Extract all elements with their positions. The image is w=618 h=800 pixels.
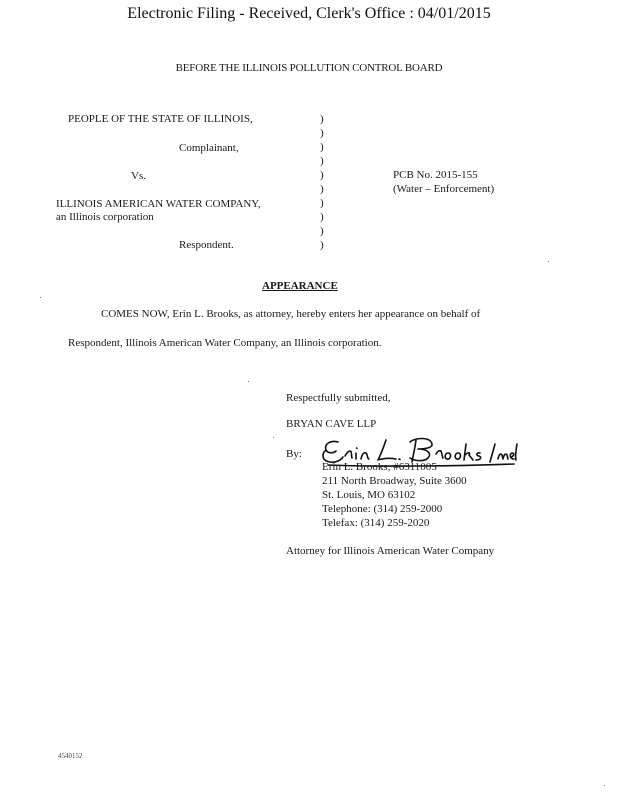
case-type: (Water – Enforcement) <box>393 183 495 195</box>
by-label: By: <box>286 448 302 460</box>
caption-paren: ) <box>320 127 324 139</box>
telephone: Telephone: (314) 259-2000 <box>322 503 443 515</box>
caption-paren: ) <box>320 169 324 181</box>
caption-paren: ) <box>320 211 324 223</box>
versus-label: Vs. <box>131 170 146 182</box>
filing-stamp: Electronic Filing - Received, Clerk's Office : 04/01/2015 <box>127 5 491 22</box>
caption-paren: ) <box>320 113 324 125</box>
scan-speck <box>273 437 274 438</box>
scan-speck <box>604 785 605 786</box>
law-firm: BRYAN CAVE LLP <box>286 418 377 430</box>
scan-speck <box>548 261 549 262</box>
board-title: BEFORE THE ILLINOIS POLLUTION CONTROL BOARD <box>175 62 443 74</box>
caption-paren: ) <box>320 183 324 195</box>
attorney-name: Erin L. Brooks, #6311005 <box>322 461 437 473</box>
scan-speck <box>40 297 41 298</box>
respondent-description: an Illinois corporation <box>56 211 154 223</box>
caption-paren: ) <box>320 225 324 237</box>
caption-paren: ) <box>320 141 324 153</box>
appearance-line-1: COMES NOW, Erin L. Brooks, as attorney, hereby enters her appearance on behalf of <box>101 308 481 320</box>
attorney-for: Attorney for Illinois American Water Company <box>286 545 495 557</box>
address-line-2: St. Louis, MO 63102 <box>322 489 416 501</box>
caption-paren: ) <box>320 197 324 209</box>
scan-speck <box>248 381 249 382</box>
closing: Respectfully submitted, <box>286 392 391 404</box>
telefax: Telefax: (314) 259-2020 <box>322 517 430 529</box>
caption-paren: ) <box>320 155 324 167</box>
complainant-role: Complainant, <box>179 142 239 154</box>
respondent-role: Respondent. <box>179 239 234 251</box>
appearance-title: APPEARANCE <box>262 280 338 292</box>
address-line-1: 211 North Broadway, Suite 3600 <box>322 475 467 487</box>
case-number: PCB No. 2015-155 <box>393 169 478 181</box>
respondent-name: ILLINOIS AMERICAN WATER COMPANY, <box>56 198 261 210</box>
appearance-line-2: Respondent, Illinois American Water Company, an Illinois corporation. <box>68 337 382 349</box>
caption-paren: ) <box>320 239 324 251</box>
complainant-name: PEOPLE OF THE STATE OF ILLINOIS, <box>68 113 253 125</box>
document-id: 4540152 <box>58 752 83 760</box>
